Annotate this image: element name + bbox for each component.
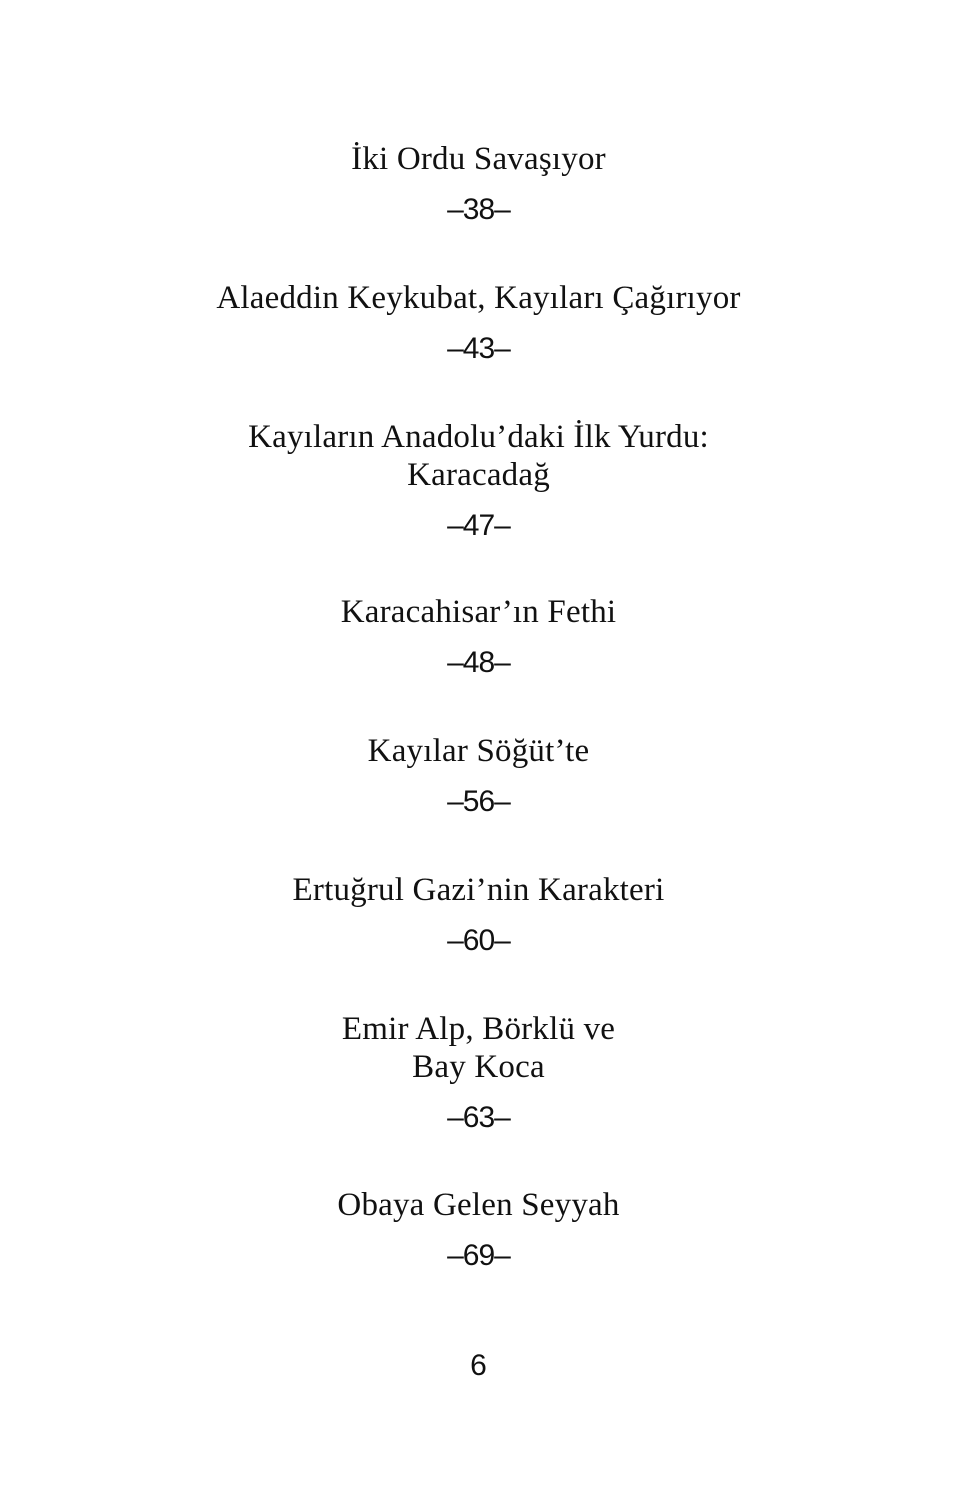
toc-entry [0, 593, 957, 681]
toc-entry [0, 279, 957, 367]
toc-entry-title [0, 279, 957, 317]
toc-entry [0, 871, 957, 959]
toc-entry-title-line: Karacahisar’ın Fethi [340, 594, 617, 630]
toc-entry-title-line: Emir Alp, Börklü ve [341, 1011, 616, 1047]
toc-entry-page-number: –38– [447, 193, 510, 226]
toc-entry [0, 1010, 957, 1136]
toc-entry-title [0, 1010, 957, 1086]
toc-entry [0, 140, 957, 228]
toc-entry-title-line: Karacadağ [407, 457, 550, 493]
toc-entry-page-number: –69– [447, 1239, 510, 1272]
toc-entry [0, 418, 957, 544]
toc-entry-title-line: Kayılar Söğüt’te [367, 733, 590, 769]
toc-entry-title [0, 871, 957, 909]
toc-entry-page-number: –56– [447, 785, 510, 818]
toc-entry-title [0, 732, 957, 770]
toc-entry-title [0, 1186, 957, 1224]
toc-entry-title [0, 140, 957, 178]
toc-entry-page-number: –48– [447, 646, 510, 679]
toc-entry-title [0, 418, 957, 494]
toc-entry-title-line: Kayıların Anadolu’daki İlk Yurdu: [248, 419, 709, 455]
toc-entry-title-line: Alaeddin Keykubat, Kayıları Çağırıyor [216, 280, 741, 316]
toc-entry [0, 732, 957, 820]
toc-entry-title-line: Bay Koca [412, 1049, 545, 1085]
toc-entry-title-line: İki Ordu Savaşıyor [351, 141, 606, 177]
page-number: 6 [470, 1349, 487, 1382]
toc-entry-title-line: Obaya Gelen Seyyah [337, 1187, 620, 1223]
toc-entry-page-number: –63– [447, 1101, 510, 1134]
toc-entry-page-number: –43– [447, 332, 510, 365]
toc-entry [0, 1186, 957, 1274]
toc-entry-title [0, 593, 957, 631]
toc-entry-page-number: –60– [447, 924, 510, 957]
toc-entry-page-number: –47– [447, 509, 510, 542]
toc-entry-title-line: Ertuğrul Gazi’nin Karakteri [292, 872, 665, 908]
